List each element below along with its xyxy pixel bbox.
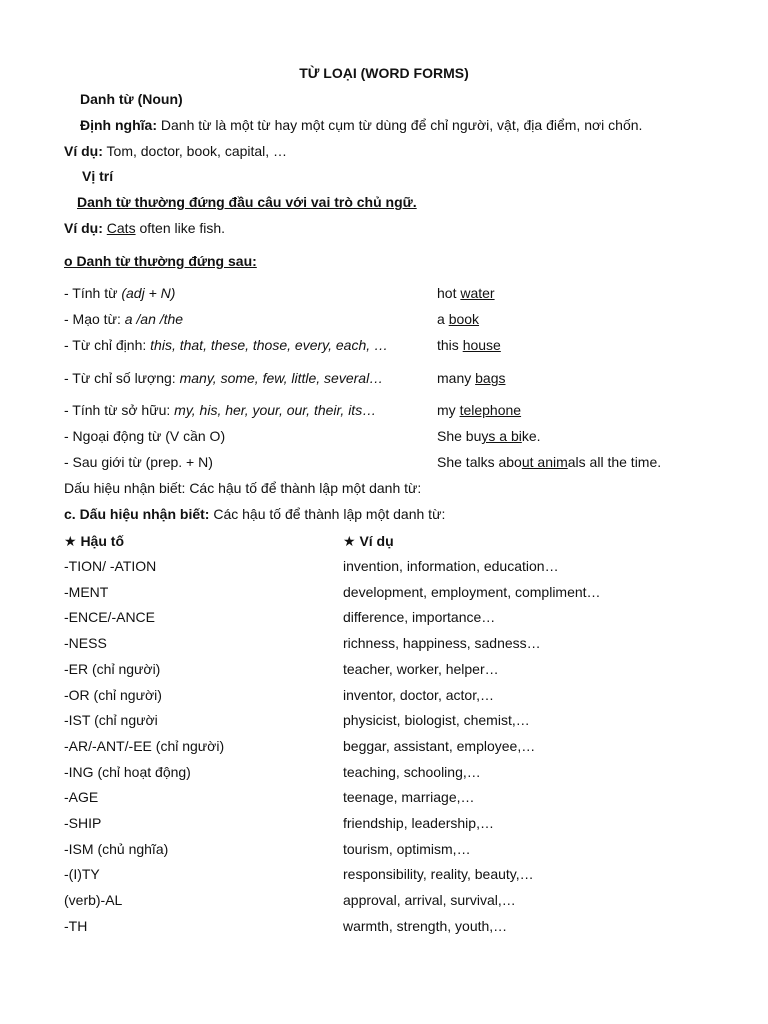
suffix-cell: -NESS bbox=[64, 635, 107, 652]
signs-label: c. Dấu hiệu nhận biết: bbox=[64, 506, 210, 522]
position-heading: Vị trí bbox=[82, 168, 114, 184]
example-noun: water bbox=[460, 285, 495, 301]
suffix-cell: (verb)-AL bbox=[64, 892, 123, 909]
suffix-examples-cell: teacher, worker, helper… bbox=[343, 660, 499, 677]
example-prefix: many bbox=[437, 370, 476, 386]
example-rest: often like fish. bbox=[139, 220, 226, 236]
example-prefix: a bbox=[437, 311, 449, 327]
example-label: Ví dụ: bbox=[64, 220, 103, 236]
rule-pattern: many, some, few, little, several… bbox=[179, 370, 384, 386]
rule-pattern: my, his, her, your, our, their, its… bbox=[174, 402, 377, 418]
after-row-example bbox=[437, 427, 541, 445]
suffix-cell: -AR/-ANT/-EE (chỉ người) bbox=[64, 737, 225, 754]
example-prefix: my bbox=[437, 402, 460, 418]
suffix-cell: -(I)TY bbox=[64, 866, 100, 883]
after-heading: o Danh từ thường đứng sau: bbox=[64, 253, 257, 269]
rule-label: - Mạo từ: bbox=[64, 311, 125, 327]
after-row-rule bbox=[64, 284, 175, 302]
example-label: Ví dụ: bbox=[64, 143, 103, 159]
suffix-examples-cell: friendship, leadership,… bbox=[343, 815, 494, 831]
after-row-example bbox=[437, 336, 501, 354]
suffix-examples-cell: teenage, marriage,… bbox=[343, 789, 475, 806]
position-rule: Danh từ thường đứng đầu câu với vai trò chủ ngữ. bbox=[77, 194, 417, 210]
suffix-examples-cell: approval, arrival, survival,… bbox=[343, 892, 516, 909]
suffix-cell: -ER (chỉ người) bbox=[64, 660, 161, 677]
example-suffix: als all the time. bbox=[567, 454, 662, 470]
after-row-example bbox=[437, 284, 495, 302]
example-prefix: She bu bbox=[437, 428, 482, 444]
section-heading: Danh từ (Noun) bbox=[80, 91, 183, 107]
rule-label: - Tính từ sở hữu: bbox=[64, 402, 175, 418]
example-suffix: ke. bbox=[521, 428, 541, 444]
example-noun: book bbox=[448, 311, 480, 327]
example-column-header: ★ Ví dụ bbox=[343, 533, 394, 549]
after-row-example bbox=[437, 369, 505, 387]
suffix-examples-cell: teaching, schooling,… bbox=[343, 763, 481, 780]
suffix-cell: -ENCE/-ANCE bbox=[64, 609, 156, 626]
example-noun: telephone bbox=[459, 402, 522, 418]
suffix-cell: -ING (chỉ hoạt động) bbox=[64, 763, 191, 780]
suffix-examples-cell: invention, information, education… bbox=[343, 558, 559, 574]
after-row-rule bbox=[64, 336, 388, 354]
suffix-cell: -IST (chỉ người bbox=[64, 712, 158, 729]
signs-text: Các hậu tố để thành lập một danh từ: bbox=[213, 506, 446, 522]
suffix-examples-cell: inventor, doctor, actor,… bbox=[343, 686, 494, 703]
definition-line bbox=[80, 116, 642, 134]
example-prefix: hot bbox=[437, 285, 461, 301]
suffix-examples-cell: warmth, strength, youth,… bbox=[343, 917, 508, 934]
page-title: TỪ LOẠI (WORD FORMS) bbox=[299, 65, 469, 81]
example-text: Tom, doctor, book, capital, … bbox=[106, 143, 288, 159]
suffix-cell: -SHIP bbox=[64, 815, 102, 831]
rule-label: - Từ chỉ định: bbox=[64, 337, 151, 353]
example-noun: ut anim bbox=[521, 454, 568, 470]
after-row-rule bbox=[64, 369, 383, 387]
rule-label: - Tính từ bbox=[64, 285, 122, 301]
example-subject: Cats bbox=[106, 220, 136, 236]
suffix-cell: -AGE bbox=[64, 789, 99, 806]
definition-label: Định nghĩa: bbox=[80, 117, 157, 133]
example-line-1 bbox=[64, 142, 287, 160]
rule-pattern: this, that, these, those, every, each, … bbox=[150, 337, 389, 353]
signs-line-plain: Dấu hiệu nhận biết: Các hậu tố để thành lập một danh từ: bbox=[64, 480, 422, 496]
suffix-cell: -MENT bbox=[64, 583, 109, 600]
rule-label: - Từ chỉ số lượng: bbox=[64, 370, 180, 386]
after-row-example bbox=[437, 401, 521, 419]
signs-line-bold bbox=[64, 505, 445, 523]
suffix-examples-cell: difference, importance… bbox=[343, 609, 496, 626]
suffix-examples-cell: richness, happiness, sadness… bbox=[343, 635, 541, 652]
rule-pattern: a /an /the bbox=[124, 311, 184, 327]
suffix-examples-cell: development, employment, compliment… bbox=[343, 583, 601, 600]
suffix-examples-cell: physicist, biologist, chemist,… bbox=[343, 712, 530, 729]
suffix-column-header: ★ Hậu tố bbox=[64, 533, 124, 549]
suffix-examples-cell: responsibility, reality, beauty,… bbox=[343, 866, 534, 883]
after-row-rule bbox=[64, 453, 213, 471]
suffix-examples-cell: beggar, assistant, employee,… bbox=[343, 737, 536, 754]
suffix-cell: -ISM (chủ nghĩa) bbox=[64, 840, 169, 857]
suffix-cell: -TION/ -ATION bbox=[64, 558, 157, 574]
rule-pattern: (adj + N) bbox=[121, 285, 176, 301]
after-row-example bbox=[437, 310, 479, 328]
example-noun: house bbox=[462, 337, 501, 353]
example-prefix: She talks abo bbox=[437, 454, 522, 470]
suffix-cell: -TH bbox=[64, 917, 88, 934]
suffix-examples-cell: tourism, optimism,… bbox=[343, 840, 471, 857]
definition-text: Danh từ là một từ hay một cụm từ dùng để chỉ người, vật, địa điểm, nơi chốn. bbox=[160, 117, 643, 133]
after-row-rule bbox=[64, 310, 183, 328]
after-row-example bbox=[437, 453, 661, 471]
example-noun: bags bbox=[475, 370, 506, 386]
example-prefix: this bbox=[437, 337, 463, 353]
after-row-rule bbox=[64, 427, 225, 445]
example-noun: ys a bi bbox=[481, 428, 522, 444]
after-row-rule bbox=[64, 401, 376, 419]
rule-label: - Sau giới từ (prep. + N) bbox=[64, 454, 213, 470]
example-line-2 bbox=[64, 219, 225, 237]
rule-label: - Ngoại động từ (V cần O) bbox=[64, 428, 226, 444]
suffix-cell: -OR (chỉ người) bbox=[64, 686, 162, 703]
